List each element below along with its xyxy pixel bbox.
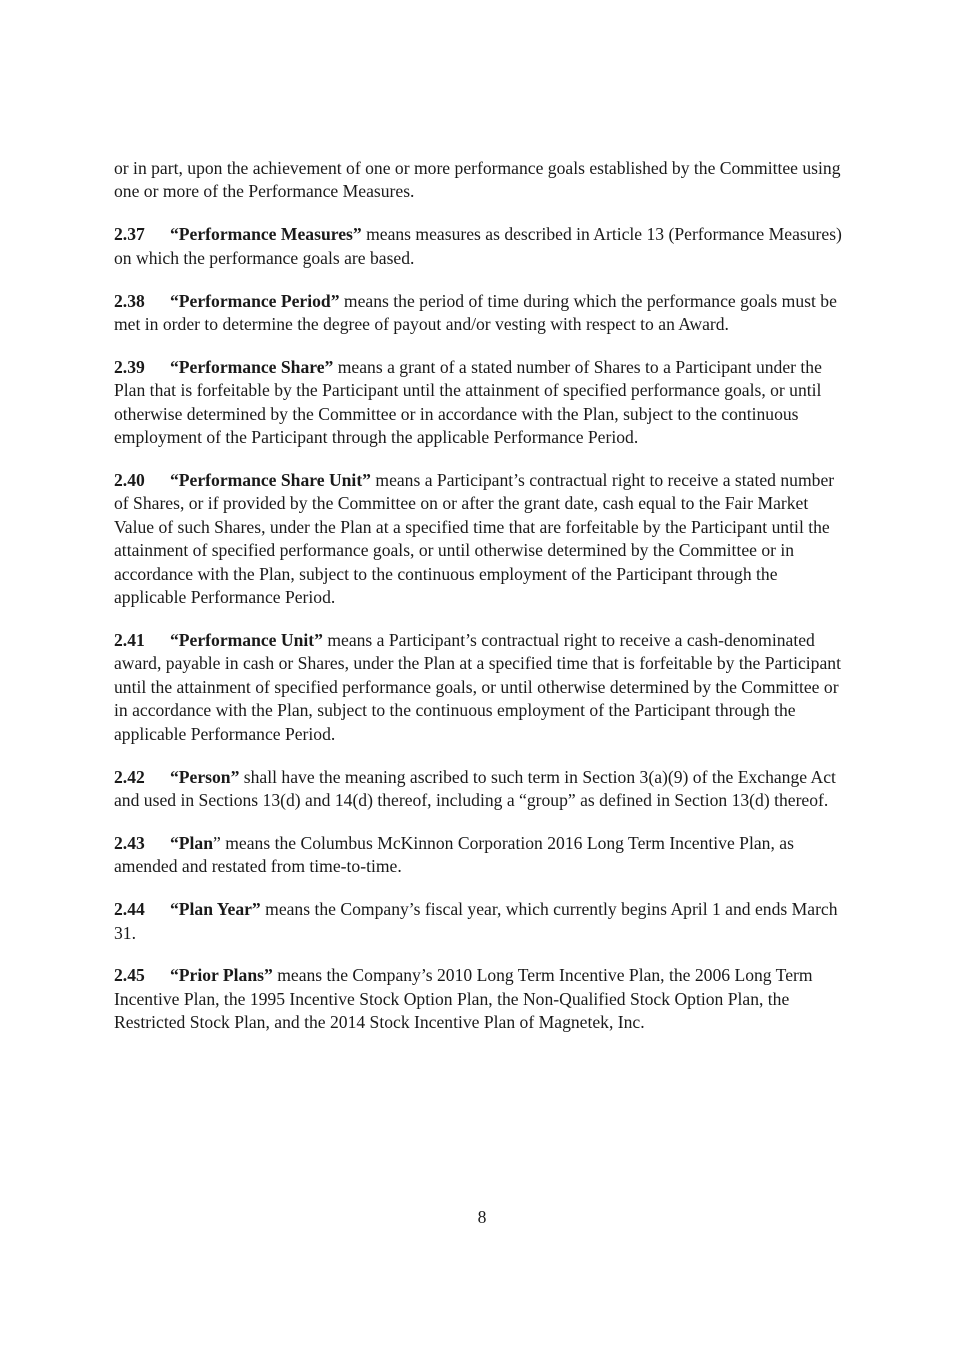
defined-term: “Performance Measures” bbox=[170, 224, 362, 245]
definition-text: ” means the Columbus McKinnon Corporation 2016 Long Term Incentive Plan, as amended and restated from time-to-time. bbox=[114, 832, 794, 877]
definition-text: means a Participant’s contractual right to receive a cash-denominated award, payable in cash or Shares, under the Plan at a specified time that is forfeitable by the Participant until the attainment of specified performance goals, or until otherwise determined by the Committee or in accordance with the Plan, subject to the continuous employment of the Participant through the applicable Performance Period. bbox=[114, 630, 841, 744]
section-number: 2.43 bbox=[114, 832, 145, 853]
defined-term: “Performance Share Unit” bbox=[170, 470, 371, 491]
definition-2-39 bbox=[114, 356, 844, 450]
definition-text: means a grant of a stated number of Shares to a Participant under the Plan that is forfeitable by the Participant until the attainment of specified performance goals, or until otherwise determined by the Committee or in accordance with the Plan, subject to the continuous employment of the Participant through the applicable Performance Period. bbox=[114, 356, 822, 448]
definition-text: means measures as described in Article 13 (Performance Measures) on which the performance goals are based. bbox=[114, 224, 842, 268]
definition-2-40 bbox=[114, 469, 844, 609]
section-number: 2.38 bbox=[114, 290, 145, 311]
defined-term: “Plan Year” bbox=[170, 899, 261, 920]
section-number: 2.40 bbox=[114, 470, 145, 491]
section-number: 2.37 bbox=[114, 224, 145, 245]
defined-term: “Performance Share” bbox=[170, 356, 334, 377]
defined-term: “Prior Plans” bbox=[170, 965, 273, 986]
defined-term: “Person” bbox=[170, 766, 240, 787]
definition-2-37 bbox=[114, 223, 844, 270]
definition-text: means the Company’s 2010 Long Term Incentive Plan, the 2006 Long Term Incentive Plan, the 1995 Incentive Stock Option Plan, the Non-Qualified Stock Option Plan, the Restricted Stock Plan, and the 2014 Stock Incentive Plan of Magnetek, Inc. bbox=[114, 965, 813, 1033]
definition-text: means the Company’s fiscal year, which currently begins April 1 and ends March 31. bbox=[114, 899, 838, 943]
definition-2-42 bbox=[114, 766, 844, 813]
definition-text: means a Participant’s contractual right to receive a stated number of Shares, or if provided by the Committee on or after the grant date, cash equal to the Fair Market Value of such Shares, under the Plan at a specified time that are forfeitable by the Participant until the attainment of specified performance goals, or until otherwise determined by the Committee or in accordance with the Plan, subject to the continuous employment of the Participant through the applicable Performance Period. bbox=[114, 470, 835, 608]
section-number: 2.39 bbox=[114, 356, 145, 377]
definition-2-38 bbox=[114, 290, 844, 337]
section-number: 2.41 bbox=[114, 630, 145, 650]
definition-2-44 bbox=[114, 898, 844, 945]
page-number: 8 bbox=[477, 1207, 487, 1227]
section-number: 2.45 bbox=[114, 965, 145, 986]
defined-term: “Performance Period” bbox=[170, 290, 340, 311]
section-number: 2.42 bbox=[114, 766, 145, 787]
definition-2-45 bbox=[114, 964, 844, 1034]
definition-2-41 bbox=[114, 629, 844, 746]
definition-2-43 bbox=[114, 832, 844, 879]
definition-text: shall have the meaning ascribed to such term in Section 3(a)(9) of the Exchange Act and used in Sections 13(d) and 14(d) thereof, including a “group” as defined in Section 13(d) thereof. bbox=[114, 766, 836, 810]
defined-term: “Plan bbox=[170, 832, 214, 853]
document-body bbox=[114, 157, 844, 1054]
definition-text: means the period of time during which the performance goals must be met in order to determine the degree of payout and/or vesting with respect to an Award. bbox=[114, 290, 837, 335]
defined-term: “Performance Unit” bbox=[170, 630, 323, 650]
continuation-paragraph: or in part, upon the achievement of one or more performance goals established by the Committee using one or more of the Performance Measures. bbox=[114, 158, 841, 202]
section-number: 2.44 bbox=[114, 899, 145, 920]
